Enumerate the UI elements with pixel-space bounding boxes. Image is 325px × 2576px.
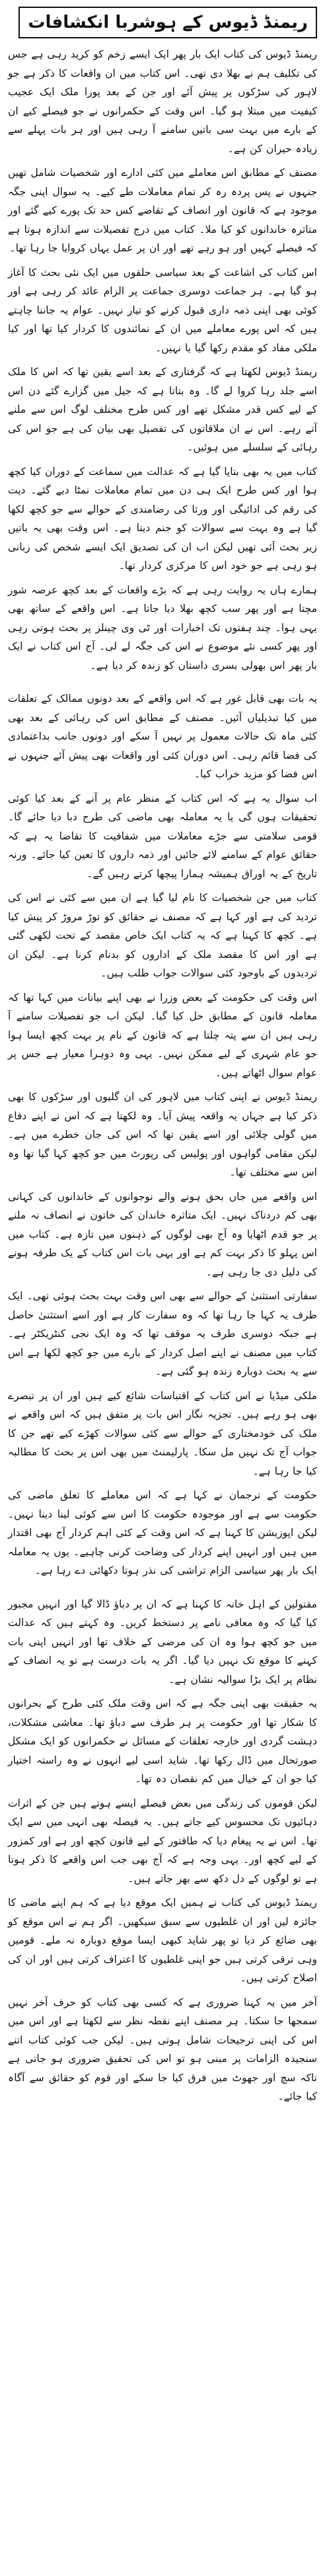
article-paragraph: ریمنڈ ڈیوس کی کتاب ایک بار پھر ایک ایسے زخم کو کرید رہی ہے جس کی تکلیف ہم نے بھلا دی تھی۔ اس کتاب میں ان واقعات کا ذکر ہے جو لاہور کی سڑکوں پر پیش آئے اور جن کے بعد پورا ملک ایک عجیب کیفیت میں مبتلا ہو گیا۔ اس وقت کے حکمرانوں نے جو فیصلے کیے ان کے بارے میں بہت سی باتیں سامنے آ رہی ہیں اور ہر بات پہلے سے زیادہ حیران کن ہے۔	[8, 48, 317, 155]
article-paragraph: اس وقت کی حکومت کے بعض وزرا نے بھی اپنے بیانات میں کہا تھا کہ معاملہ قانون کے مطابق حل کیا گیا۔ لیکن اب جو تفصیلات سامنے آ رہی ہیں ان سے پتہ چلتا ہے کہ قانون کے نام پر بہت کچھ ایسا ہوا جو عام شہری کے لیے ممکن نہیں۔ یہی وہ دوہرا معیار ہے جس پر عوام سوال اٹھاتے ہیں۔	[8, 991, 317, 1079]
article-paragraph: کتاب میں یہ بھی بتایا گیا ہے کہ عدالت میں سماعت کے دوران کیا کچھ ہوا اور کس طرح ایک ہی دن میں تمام معاملات نمٹا دیے گئے۔ دیت کی رقم کی ادائیگی اور ورثا کی رضامندی کے حوالے سے جو کچھ لکھا گیا ہے وہ بہت سے سوالات کو جنم دیتا ہے۔ اس وقت بھی یہ باتیں زیر بحث آئی تھیں لیکن اب ان کی تصدیق ایک ایسے شخص کی زبانی ہو رہی ہے جو خود اس کا مرکزی کردار تھا۔	[8, 465, 317, 572]
article-paragraph: یہ حقیقت بھی اپنی جگہ ہے کہ اس وقت ملک کئی طرح کے بحرانوں کا شکار تھا اور حکومت پر ہر طرف سے دباؤ تھا۔ معاشی مشکلات، دہشت گردی اور خارجہ تعلقات کے مسائل نے حکمرانوں کو ایک مشکل صورتحال میں ڈال رکھا تھا۔ شاید اسی لیے انہوں نے وہ راستہ اختیار کیا جو ان کے خیال میں کم نقصان دہ تھا۔	[8, 1697, 317, 1785]
article-paragraph: ہمارے ہاں یہ روایت رہی ہے کہ بڑے واقعات کے بعد کچھ عرصہ شور مچتا ہے اور پھر سب کچھ بھلا دیا جاتا ہے۔ اس واقعے کے ساتھ بھی یہی ہوا۔ چند ہفتوں تک اخبارات اور ٹی وی چینلز پر بحث ہوتی رہی اور پھر کسی نئے موضوع نے اس کی جگہ لے لی۔ آج اس کتاب نے ایک بار پھر اس بھولی بسری داستان کو زندہ کر دیا ہے۔	[8, 583, 317, 671]
article-paragraph: ریمنڈ ڈیوس نے اپنی کتاب میں لاہور کی ان گلیوں اور سڑکوں کا بھی ذکر کیا ہے جہاں یہ واقعہ پیش آیا۔ وہ لکھتا ہے کہ اس نے اپنے دفاع میں گولی چلائی اور اسے یقین تھا کہ اس کی جان خطرے میں ہے۔ لیکن مقامی گواہوں اور پولیس کی رپورٹ میں جو کچھ کہا گیا تھا وہ اس سے مختلف تھا۔	[8, 1091, 317, 1178]
article-paragraph: کتاب میں جن شخصیات کا نام لیا گیا ہے ان میں سے کئی نے اس کی تردید کی ہے اور کہا ہے کہ مصنف نے حقائق کو توڑ مروڑ کر پیش کیا ہے۔ کچھ کا کہنا ہے کہ یہ کتاب ایک خاص مقصد کے تحت لکھی گئی ہے اور اس کا مقصد ملک کے اداروں کو بدنام کرنا ہے۔ لیکن ان تردیدوں کے باوجود کئی سوالات جواب طلب ہیں۔	[8, 892, 317, 979]
article-paragraph: مصنف کے مطابق اس معاملے میں کئی ادارے اور شخصیات شامل تھیں جنہوں نے پس پردہ رہ کر تمام معاملات طے کیے۔ یہ سوال اپنی جگہ موجود ہے کہ قانون اور انصاف کے تقاضے کس حد تک پورے کیے گئے اور متاثرہ خاندانوں کو کیا ملا۔ کتاب میں درج تفصیلات سے اندازہ ہوتا ہے کہ فیصلے کہیں اور ہو رہے تھے اور ان پر عمل یہاں کروایا جا رہا تھا۔	[8, 167, 317, 254]
article-headline: ریمنڈ ڈیوس کے ہوشربا انکشافات	[18, 7, 317, 38]
article-paragraph: حکومت کے ترجمان نے کہا ہے کہ اس معاملے کا تعلق ماضی کی حکومت سے ہے اور موجودہ حکومت کا اس سے کوئی لینا دینا نہیں۔ لیکن اپوزیشن کا کہنا ہے کہ اس وقت کے کئی اہم کردار آج بھی اقتدار میں ہیں اور انہیں اپنے کردار کی وضاحت کرنی چاہیے۔ یوں یہ معاملہ ایک بار پھر سیاسی الزام تراشی کی نذر ہوتا دکھائی دے رہا ہے۔	[8, 1489, 317, 1576]
article-paragraph: ملکی میڈیا نے اس کتاب کے اقتباسات شائع کیے ہیں اور ان پر تبصرے بھی ہو رہے ہیں۔ تجزیہ نگار اس بات پر متفق ہیں کہ اس واقعے نے ملک کی خودمختاری کے حوالے سے کئی سوالات کھڑے کیے تھے جن کا جواب آج تک نہیں مل سکا۔ پارلیمنٹ میں بھی اس پر بحث کا مطالبہ کیا جا رہا ہے۔	[8, 1389, 317, 1477]
article-paragraph: یہ بات بھی قابل غور ہے کہ اس واقعے کے بعد دونوں ممالک کے تعلقات میں کیا تبدیلیاں آئیں۔ مصنف کے مطابق اس کی رہائی کے بعد بھی کئی ماہ تک حالات معمول پر نہیں آ سکے اور دونوں جانب بداعتمادی کی فضا قائم رہی۔ اس دوران کئی اور واقعات بھی پیش آئے جنہوں نے اس فضا کو مزید خراب کیا۔	[8, 693, 317, 780]
article-body	[8, 45, 317, 2106]
article-paragraph: ریمنڈ ڈیوس کی کتاب نے ہمیں ایک موقع دیا ہے کہ ہم اپنے ماضی کا جائزہ لیں اور ان غلطیوں سے سبق سیکھیں۔ اگر ہم نے اس موقع کو بھی ضائع کر دیا تو پھر شاید کبھی ایسا موقع دوبارہ نہ ملے۔ قومیں وہی ترقی کرتی ہیں جو اپنی غلطیوں کا اعتراف کرتی ہیں اور ان کی اصلاح کرتی ہیں۔	[8, 1897, 317, 1984]
article-paragraph: اس کتاب کی اشاعت کے بعد سیاسی حلقوں میں ایک نئی بحث کا آغاز ہو گیا ہے۔ ہر جماعت دوسری جماعت پر الزام عائد کر رہی ہے اور کوئی بھی اپنی ذمہ داری قبول کرنے کو تیار نہیں۔ عوام یہ جاننا چاہتے ہیں کہ اس پورے معاملے میں ان کے نمائندوں کا کردار کیا تھا اور کیا ملکی مفاد کو مقدم رکھا گیا یا نہیں۔	[8, 266, 317, 354]
article-paragraph: اس واقعے میں جاں بحق ہونے والے نوجوانوں کے خاندانوں کی کہانی بھی کم دردناک نہیں۔ ایک متاثرہ خاندان کی خاتون نے انصاف نہ ملنے پر جو قدم اٹھایا وہ آج بھی لوگوں کے ذہنوں میں تازہ ہے۔ کتاب میں اس پہلو کا ذکر بہت کم ہے اور یہی بات اس کتاب کے یک طرفہ ہونے کی دلیل دی جا رہی ہے۔	[8, 1190, 317, 1278]
article-paragraph: مقتولین کے اہل خانہ کا کہنا ہے کہ ان پر دباؤ ڈالا گیا اور انہیں مجبور کیا گیا کہ وہ معافی نامے پر دستخط کریں۔ وہ کہتے ہیں کہ عدالت میں جو کچھ ہوا وہ ان کی مرضی کے خلاف تھا اور انہیں اپنی بات کہنے کا موقع تک نہیں دیا گیا۔ اگر یہ بات درست ہے تو یہ انصاف کے نظام پر ایک بڑا سوالیہ نشان ہے۔	[8, 1598, 317, 1686]
article-paragraph: سفارتی استثنیٰ کے حوالے سے بھی اس وقت بہت بحث ہوئی تھی۔ ایک طرف یہ کہا جا رہا تھا کہ وہ سفارت کار ہے اور اسے استثنیٰ حاصل ہے جبکہ دوسری طرف یہ موقف تھا کہ وہ ایک نجی کنٹریکٹر ہے۔ کتاب میں مصنف نے اپنے اصل کردار کے بارے میں جو کچھ لکھا ہے اس سے یہ بحث دوبارہ زندہ ہو گئی ہے۔	[8, 1290, 317, 1377]
headline-box	[8, 7, 317, 38]
article-paragraph: آخر میں یہ کہنا ضروری ہے کہ کسی بھی کتاب کو حرف آخر نہیں سمجھا جا سکتا۔ ہر مصنف اپنے نقطہ نظر سے لکھتا ہے اور اس میں اس کی اپنی ترجیحات شامل ہوتی ہیں۔ لیکن جب کوئی کتاب اتنے سنجیدہ الزامات پر مبنی ہو تو اس کی تحقیق ضروری ہو جاتی ہے تاکہ سچ اور جھوٹ میں فرق کیا جا سکے اور قوم کو حقائق سے آگاہ کیا جائے۔	[8, 1996, 317, 2102]
article-paragraph: ریمنڈ ڈیوس لکھتا ہے کہ گرفتاری کے بعد اسے یقین تھا کہ اس کا ملک اسے جلد رہا کروا لے گا۔ وہ بتاتا ہے کہ جیل میں گزارے گئے دن اس کے لیے کس قدر مشکل تھے اور کس طرح مختلف لوگ اس سے ملنے آتے رہے۔ اس نے ان ملاقاتوں کی تفصیل بھی بیان کی ہے جو اس کی رہائی کے سلسلے میں ہوئیں۔	[8, 366, 317, 453]
article-paragraph: اب سوال یہ ہے کہ اس کتاب کے منظر عام پر آنے کے بعد کیا کوئی تحقیقات ہوں گی یا یہ معاملہ بھی ماضی کی طرح دبا دیا جائے گا۔ قومی سلامتی سے جڑے معاملات میں شفافیت کا تقاضا یہ ہے کہ حقائق عوام کے سامنے لائے جائیں اور ذمہ داروں کا تعین کیا جائے۔ ورنہ تاریخ کے یہ اوراق ہمیشہ ہمارا پیچھا کرتے رہیں گے۔	[8, 792, 317, 880]
article-paragraph: لیکن قوموں کی زندگی میں بعض فیصلے ایسے ہوتے ہیں جن کے اثرات دہائیوں تک محسوس کیے جاتے ہیں۔ یہ فیصلہ بھی انہی میں سے ایک تھا۔ اس نے یہ پیغام دیا کہ طاقتور کے لیے قانون کچھ اور ہے اور کمزور کے لیے کچھ اور۔ یہی وجہ ہے کہ آج بھی جب اس واقعے کا ذکر ہوتا ہے تو لوگوں کے دل دکھ سے بھر جاتے ہیں۔	[8, 1797, 317, 1885]
